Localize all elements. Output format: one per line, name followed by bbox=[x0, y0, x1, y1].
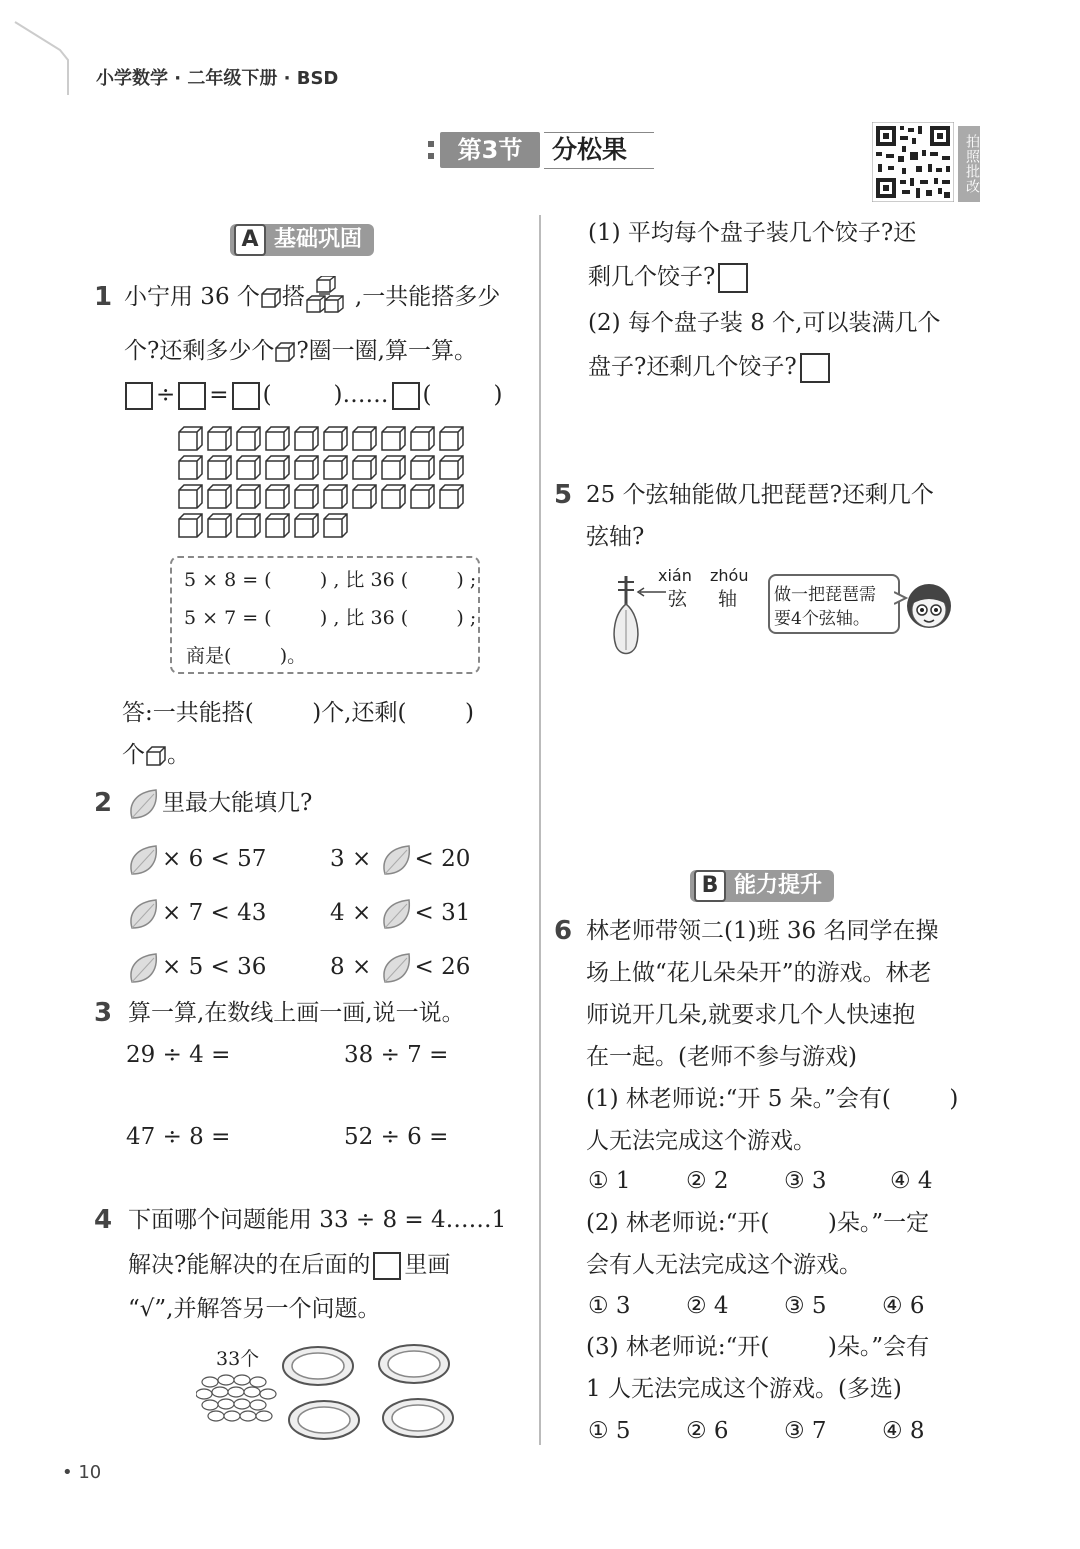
q1-text: ,一共能搭多少 bbox=[354, 284, 501, 310]
q2-left-text: × 7 < 43 bbox=[162, 900, 267, 926]
section-a-letter: A bbox=[234, 224, 266, 256]
small-cube[interactable] bbox=[266, 514, 289, 537]
small-cube[interactable] bbox=[411, 427, 434, 450]
small-cube[interactable] bbox=[208, 514, 231, 537]
question-1-answer-1: 答:一共能搭( )个,还剩( ) bbox=[122, 700, 474, 726]
question-6-number: 6 bbox=[554, 916, 573, 946]
q1-text: 个 bbox=[122, 742, 145, 768]
small-cube[interactable] bbox=[237, 456, 260, 479]
q2-inequality-left-3 bbox=[126, 946, 266, 988]
q2-left-text: × 5 < 36 bbox=[162, 954, 267, 980]
cube-icon bbox=[274, 341, 296, 363]
q1-text: 搭 bbox=[281, 284, 305, 310]
q2-left-text: × 6 < 57 bbox=[162, 846, 267, 872]
small-cube[interactable] bbox=[324, 427, 347, 450]
plate-icon bbox=[282, 1346, 354, 1386]
q2-right-pre: 4 × bbox=[330, 900, 372, 926]
equals-sign: = bbox=[209, 382, 229, 408]
question-1-line-2 bbox=[124, 330, 477, 372]
section-number-badge: 第3节 bbox=[440, 132, 540, 168]
leaf-icon[interactable] bbox=[126, 842, 162, 878]
small-cube[interactable] bbox=[382, 456, 405, 479]
bubble-line-1: 做一把琵琶需 bbox=[774, 585, 876, 605]
cube-stack-icon bbox=[305, 276, 355, 320]
small-cube[interactable] bbox=[382, 485, 405, 508]
small-cube[interactable] bbox=[266, 456, 289, 479]
small-cube[interactable] bbox=[295, 514, 318, 537]
small-cube[interactable] bbox=[353, 427, 376, 450]
q4-sub2-line-2 bbox=[588, 346, 833, 388]
small-cube[interactable] bbox=[237, 514, 260, 537]
char-xian: 弦 bbox=[668, 588, 688, 610]
q6-line-3: 师说开几朵,就要求几个人快速抱 bbox=[586, 1002, 916, 1028]
leaf-icon bbox=[126, 786, 162, 822]
paren-close: ) bbox=[333, 382, 343, 408]
question-4-number: 4 bbox=[94, 1205, 113, 1235]
page-number-value: 10 bbox=[78, 1462, 102, 1483]
pinyin-zhou: zhóu bbox=[710, 566, 749, 585]
small-cube[interactable] bbox=[324, 514, 347, 537]
check-box[interactable] bbox=[718, 263, 748, 293]
small-cube[interactable] bbox=[179, 427, 202, 450]
question-3-number: 3 bbox=[94, 998, 113, 1028]
answer-box[interactable] bbox=[392, 382, 420, 410]
leaf-icon[interactable] bbox=[126, 896, 162, 932]
section-b-title: 能力提升 bbox=[734, 873, 823, 898]
plate-icon bbox=[378, 1344, 450, 1384]
q1-text: 小宁用 36 个 bbox=[124, 284, 260, 310]
title-overline bbox=[544, 132, 654, 133]
small-cube[interactable] bbox=[179, 456, 202, 479]
pointer-arrow-icon bbox=[634, 586, 666, 598]
answer-box[interactable] bbox=[373, 1252, 401, 1280]
q4-text: 里画 bbox=[404, 1252, 451, 1278]
q6-sub3-option-4[interactable]: ④ 8 bbox=[882, 1418, 925, 1444]
question-1-answer-2 bbox=[122, 734, 190, 776]
remainder-dots: …… bbox=[342, 382, 389, 408]
q4-sub1-line-2 bbox=[588, 256, 751, 298]
question-5-line-1: 25 个弦轴能做几把琵琶?还剩几个 bbox=[586, 482, 934, 508]
answer-box[interactable] bbox=[232, 382, 260, 410]
q6-sub1-option-1[interactable]: ① 1 bbox=[588, 1168, 631, 1194]
question-3-prompt: 算一算,在数线上画一画,说一说。 bbox=[128, 1000, 465, 1026]
q6-sub1-option-4[interactable]: ④ 4 bbox=[890, 1168, 933, 1194]
cube-icon bbox=[260, 287, 282, 309]
q2-right-post: < 20 bbox=[414, 846, 471, 872]
small-cube[interactable] bbox=[208, 485, 231, 508]
hint-line-1: 5 × 8 = ( ) , 比 36 ( ) ; bbox=[184, 569, 477, 591]
q1-text: 个?还剩多少个 bbox=[124, 338, 275, 364]
leaf-icon[interactable] bbox=[379, 842, 415, 878]
q1-text: 。 bbox=[167, 742, 190, 768]
small-cube[interactable] bbox=[440, 456, 463, 479]
q4-text: 解决?能解决的在后面的 bbox=[128, 1252, 371, 1278]
q6-line-2: 场上做“花儿朵朵开”的游戏。林老 bbox=[586, 960, 932, 986]
title-underline bbox=[544, 168, 654, 169]
cube-grid[interactable] bbox=[176, 424, 476, 542]
small-cube[interactable] bbox=[353, 485, 376, 508]
small-cube[interactable] bbox=[179, 514, 202, 537]
small-cube[interactable] bbox=[411, 456, 434, 479]
question-4-line-1: 下面哪个问题能用 33 ÷ 8 = 4……1 bbox=[128, 1207, 507, 1233]
small-cube[interactable] bbox=[266, 485, 289, 508]
question-5-number: 5 bbox=[554, 480, 573, 510]
q6-sub2-line-1: (2) 林老师说:“开( )朵。”一定 bbox=[586, 1210, 930, 1236]
cube-icon bbox=[145, 745, 167, 767]
q3-expression-1[interactable]: 29 ÷ 4 = bbox=[126, 1042, 231, 1068]
answer-box[interactable] bbox=[125, 382, 153, 410]
q6-sub1-line-2: 人无法完成这个游戏。 bbox=[586, 1128, 816, 1154]
q6-sub3-option-2[interactable]: ② 6 bbox=[686, 1418, 729, 1444]
question-2-number: 2 bbox=[94, 788, 113, 818]
corner-fold-decoration bbox=[0, 0, 80, 100]
answer-box[interactable] bbox=[178, 382, 206, 410]
q2-inequality-left-2 bbox=[126, 892, 266, 934]
pinyin-xian: xián bbox=[658, 566, 692, 585]
small-cube[interactable] bbox=[179, 485, 202, 508]
column-divider bbox=[539, 215, 541, 1445]
page-number: • 10 bbox=[62, 1462, 102, 1483]
bubble-line-2: 要4个弦轴。 bbox=[774, 609, 870, 629]
small-cube[interactable] bbox=[237, 427, 260, 450]
lesson-title: 分松果 bbox=[552, 135, 628, 164]
small-cube[interactable] bbox=[411, 485, 434, 508]
question-4-line-2 bbox=[128, 1244, 450, 1286]
q3-expression-2[interactable]: 38 ÷ 7 = bbox=[344, 1042, 449, 1068]
q6-sub2-option-4[interactable]: ④ 6 bbox=[882, 1293, 925, 1319]
q6-sub3-option-3[interactable]: ③ 7 bbox=[784, 1418, 827, 1444]
plate-icon bbox=[288, 1400, 360, 1440]
section-b-tag bbox=[690, 870, 834, 902]
paren-close: ) bbox=[493, 382, 503, 408]
small-cube[interactable] bbox=[208, 456, 231, 479]
small-cube[interactable] bbox=[295, 427, 318, 450]
q2-prompt-text: 里最大能填几? bbox=[162, 790, 313, 816]
q4-sub2-line-1: (2) 每个盘子装 8 个,可以装满几个 bbox=[588, 310, 941, 336]
question-1-number: 1 bbox=[94, 282, 113, 312]
paren-open: ( bbox=[422, 382, 432, 408]
q1-text: ?圈一圈,算一算。 bbox=[296, 338, 477, 364]
q6-sub2-option-3[interactable]: ③ 5 bbox=[784, 1293, 827, 1319]
paren-open: ( bbox=[262, 382, 272, 408]
small-cube[interactable] bbox=[237, 485, 260, 508]
q6-sub1-line-1: (1) 林老师说:“开 5 朵。”会有( ) bbox=[586, 1086, 959, 1112]
qr-label: 拍照批改 bbox=[958, 126, 980, 202]
plate-icon bbox=[382, 1398, 454, 1438]
qr-code-icon bbox=[872, 122, 954, 202]
question-1-equation bbox=[122, 374, 503, 416]
check-box[interactable] bbox=[800, 353, 830, 383]
q4-sub1-line-1: (1) 平均每个盘子装几个饺子?还 bbox=[588, 220, 917, 246]
q6-sub1-option-2[interactable]: ② 2 bbox=[686, 1168, 729, 1194]
hint-line-2: 5 × 7 = ( ) , 比 36 ( ) ; bbox=[184, 607, 477, 629]
small-cube[interactable] bbox=[295, 456, 318, 479]
q2-inequality-right-1 bbox=[330, 838, 470, 880]
q3-expression-4[interactable]: 52 ÷ 6 = bbox=[344, 1124, 449, 1150]
q2-right-pre: 8 × bbox=[330, 954, 372, 980]
q6-sub2-option-1[interactable]: ① 3 bbox=[588, 1293, 631, 1319]
q2-right-post: < 31 bbox=[414, 900, 471, 926]
q2-inequality-right-3 bbox=[330, 946, 470, 988]
q6-sub3-option-1[interactable]: ① 5 bbox=[588, 1418, 631, 1444]
q6-line-1: 林老师带领二(1)班 36 名同学在操 bbox=[586, 918, 939, 944]
q6-sub2-option-2[interactable]: ② 4 bbox=[686, 1293, 729, 1319]
q6-line-4: 在一起。(老师不参与游戏) bbox=[586, 1044, 857, 1070]
small-cube[interactable] bbox=[295, 485, 318, 508]
small-cube[interactable] bbox=[208, 427, 231, 450]
q6-sub3-line-2: 1 人无法完成这个游戏。(多选) bbox=[586, 1376, 902, 1402]
question-1-line-1 bbox=[124, 276, 500, 320]
small-cube[interactable] bbox=[382, 427, 405, 450]
char-zhou: 轴 bbox=[718, 588, 738, 610]
small-cube[interactable] bbox=[324, 485, 347, 508]
divide-sign: ÷ bbox=[156, 382, 176, 408]
section-a-tag bbox=[230, 224, 374, 256]
q6-sub1-option-3[interactable]: ③ 3 bbox=[784, 1168, 827, 1194]
small-cube[interactable] bbox=[324, 456, 347, 479]
q3-expression-3[interactable]: 47 ÷ 8 = bbox=[126, 1124, 231, 1150]
q2-right-pre: 3 × bbox=[330, 846, 372, 872]
question-4-line-3: “√”,并解答另一个问题。 bbox=[128, 1296, 381, 1322]
leaf-icon[interactable] bbox=[379, 896, 415, 932]
qr-code-block[interactable] bbox=[872, 122, 982, 202]
question-2-prompt bbox=[126, 782, 312, 824]
small-cube[interactable] bbox=[440, 427, 463, 450]
section-b-letter: B bbox=[694, 870, 726, 902]
q2-inequality-right-2 bbox=[330, 892, 470, 934]
hint-line-3: 商是( )。 bbox=[186, 645, 307, 667]
small-cube[interactable] bbox=[353, 456, 376, 479]
section-a-title: 基础巩固 bbox=[274, 227, 363, 252]
lesson-title-bar bbox=[428, 132, 654, 170]
leaf-icon[interactable] bbox=[379, 950, 415, 986]
q6-sub3-line-1: (3) 林老师说:“开( )朵。”会有 bbox=[586, 1334, 930, 1360]
title-bullet-icon bbox=[428, 153, 434, 159]
q4-sub1-text: 剩几个饺子? bbox=[588, 264, 716, 290]
question-5-line-2: 弦轴? bbox=[586, 524, 645, 550]
q4-sub2-text: 盘子?还剩几个饺子? bbox=[588, 354, 797, 380]
small-cube[interactable] bbox=[266, 427, 289, 450]
small-cube[interactable] bbox=[440, 485, 463, 508]
dumpling-count-label: 33个 bbox=[216, 1348, 260, 1370]
q2-inequality-left-1 bbox=[126, 838, 266, 880]
title-bullet-icon bbox=[428, 141, 434, 147]
q6-sub2-line-2: 会有人无法完成这个游戏。 bbox=[586, 1252, 862, 1278]
girl-avatar-icon bbox=[902, 580, 956, 634]
q2-right-post: < 26 bbox=[414, 954, 471, 980]
book-title: 小学数学 · 二年级下册 · BSD bbox=[96, 68, 339, 89]
dumplings-pile-icon bbox=[196, 1372, 278, 1428]
leaf-icon[interactable] bbox=[126, 950, 162, 986]
